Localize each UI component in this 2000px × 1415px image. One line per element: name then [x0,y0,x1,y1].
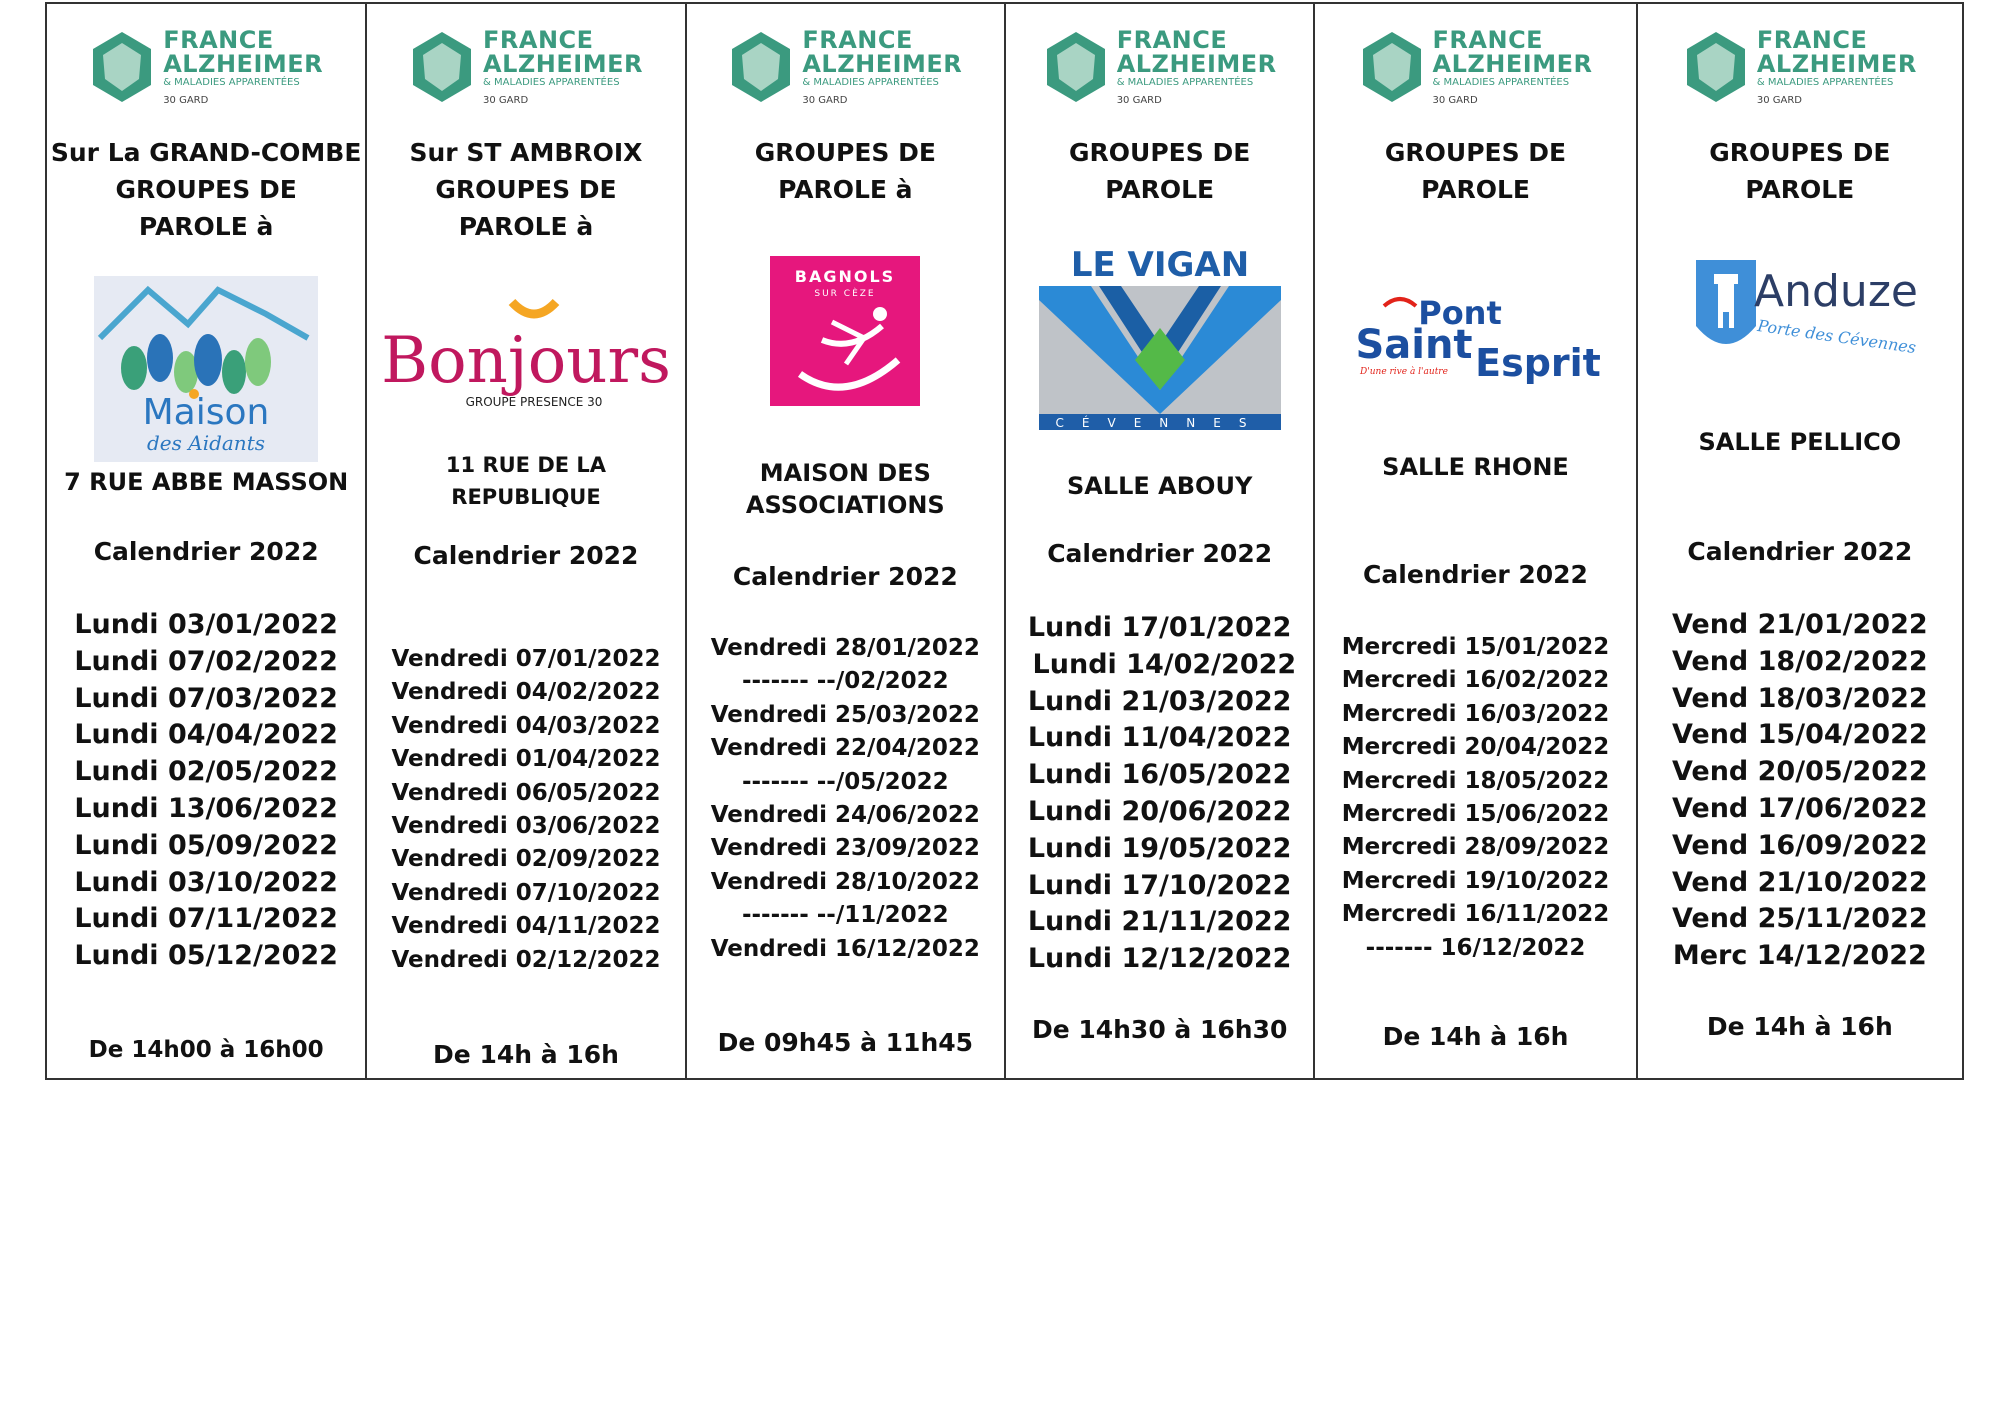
date-item: Vendredi 22/04/2022 [710,735,980,762]
org-logo-line1: FRANCE [1432,26,1544,54]
bagnols-logo-line2: SUR CÈZE [814,289,876,299]
bonjours-logo-subtitle: GROUPE PRESENCE 30 [465,395,603,409]
session-time: De 14h à 16h [433,1040,619,1069]
session-time: De 14h00 à 16h00 [88,1037,324,1063]
date-item: ------- --/05/2022 [741,768,949,795]
org-logo-line3: & MALADIES APPARENTÉES [1116,77,1254,88]
session-time: De 14h à 16h [1706,1012,1893,1041]
pse-logo-line1: Pont [1417,294,1502,332]
org-logo-line4: 30 GARD [163,95,209,106]
le-vigan-logo [1006,240,1313,430]
column-st-ambroix [367,4,686,1078]
date-item: Vendredi 28/10/2022 [710,868,980,895]
le-vigan-logo-title: LE VIGAN [1070,245,1249,285]
france-alzheimer-logo [1638,26,1962,108]
column-heading: GROUPES DE PAROLE à [754,138,936,204]
date-list [687,632,1004,966]
date-item: Vend 21/01/2022 [1671,609,1928,640]
anduze-logo [1638,256,1962,366]
date-item: Lundi 17/01/2022 [1027,612,1292,643]
venue-address: SALLE RHONE [1382,453,1569,481]
date-item: Mercredi 15/06/2022 [1341,801,1610,828]
date-item: Vendredi 25/03/2022 [710,701,980,728]
date-item: Vendredi 01/04/2022 [391,746,661,773]
calendar-label: Calendrier 2022 [413,541,639,570]
venue-address: SALLE ABOUY [1066,472,1253,500]
org-logo-line4: 30 GARD [1432,95,1478,106]
bagnols-logo-line1: BAGNOLS [795,267,896,286]
france-alzheimer-logo [367,26,684,108]
date-item: Lundi 20/06/2022 [1027,795,1292,827]
date-item: Vend 21/10/2022 [1671,866,1928,898]
column-heading: GROUPES DE PAROLE [1709,138,1891,204]
date-item: Vendredi 28/01/2022 [710,635,980,661]
anduze-logo-subtitle: Porte des Cévennes [1756,316,1918,358]
org-logo-line4: 30 GARD [802,95,848,106]
date-item: Lundi 14/02/2022 [1023,648,1297,680]
date-item: Mercredi 16/03/2022 [1341,700,1610,727]
date-item: Mercredi 16/11/2022 [1341,901,1610,928]
date-item: ------- --/11/2022 [741,902,949,929]
calendar-table [45,2,1964,1080]
org-logo-line1: FRANCE [483,26,594,54]
pse-logo-tagline: D'une rive à l'autre [1359,367,1448,377]
date-item: Mercredi 19/10/2022 [1341,867,1610,894]
org-logo-line1: FRANCE [163,26,274,54]
date-item: Lundi 16/05/2022 [1027,759,1292,791]
bagnols-logo [687,256,1004,406]
date-item: Mercredi 15/01/2022 [1341,634,1610,660]
column-heading: Sur La GRAND-COMBE GROUPES DE PAROLE à [50,138,362,241]
org-logo-line4: 30 GARD [1756,95,1803,106]
date-list [1006,610,1313,978]
maison-des-aidants-logo [47,276,365,462]
date-item: Vendredi 02/09/2022 [391,846,661,873]
date-item: Vendredi 03/06/2022 [391,813,661,840]
bonjours-logo-text: Bonjours [381,324,671,398]
column-grand-combe [47,4,367,1078]
venue-address: 7 RUE ABBE MASSON [64,468,349,496]
org-logo-line4: 30 GARD [483,95,529,106]
column-heading: GROUPES DE PAROLE [1384,138,1567,204]
france-map-icon [89,29,155,105]
calendar-label: Calendrier 2022 [1047,539,1273,568]
date-item: Vend 25/11/2022 [1671,903,1928,935]
date-item: Vendredi 23/09/2022 [710,835,980,862]
venue-address: MAISON DES ASSOCIATIONS [745,459,945,519]
date-item: Mercredi 18/05/2022 [1341,767,1610,794]
org-logo-line2: ALZHEIMER [1116,50,1277,78]
org-logo-line2: ALZHEIMER [1756,50,1917,78]
org-logo-line3: & MALADIES APPARENTÉES [1756,77,1894,88]
calendar-label: Calendrier 2022 [1687,537,1913,566]
france-map-icon [1043,29,1109,105]
org-logo-line3: & MALADIES APPARENTÉES [1432,77,1570,88]
date-item: Lundi 05/12/2022 [74,940,338,972]
venue-address: 11 RUE DE LA REPUBLIQUE [445,453,607,509]
org-logo-line2: ALZHEIMER [802,50,963,78]
date-item: Vendredi 16/12/2022 [710,935,980,962]
france-map-icon [1359,29,1425,105]
session-time: De 09h45 à 11h45 [717,1028,974,1057]
date-item: Lundi 19/05/2022 [1027,832,1292,864]
org-logo-line3: & MALADIES APPARENTÉES [483,77,620,88]
date-list [1638,607,1962,975]
date-item: Lundi 05/09/2022 [74,829,338,861]
maison-logo-line1: Maison [142,392,270,433]
session-time: De 14h à 16h [1382,1022,1569,1051]
france-map-icon [1683,29,1749,105]
date-item: Lundi 21/11/2022 [1027,906,1292,938]
date-item: Vend 17/06/2022 [1671,792,1928,824]
france-alzheimer-logo [47,26,365,108]
maison-logo-line2: des Aidants [147,431,266,455]
date-item: Mercredi 28/09/2022 [1341,834,1610,861]
date-item: Lundi 07/03/2022 [74,682,338,714]
date-item: ------- 16/12/2022 [1365,934,1586,961]
france-map-icon [409,29,475,105]
org-logo-line2: ALZHEIMER [163,50,324,78]
date-item: Lundi 02/05/2022 [74,756,338,788]
anduze-logo-title: Anduze [1753,266,1918,317]
org-logo-line2: ALZHEIMER [483,50,643,78]
date-item: Vendredi 04/03/2022 [391,712,661,739]
date-item: Vend 18/02/2022 [1671,645,1928,677]
session-time: De 14h30 à 16h30 [1031,1015,1288,1044]
date-item: Lundi 07/02/2022 [74,645,338,677]
date-item: Mercredi 16/02/2022 [1341,667,1610,694]
column-heading: GROUPES DE PAROLE [1069,138,1251,204]
date-item: Vendredi 04/02/2022 [391,679,661,706]
date-item: Lundi 03/01/2022 [74,609,338,640]
date-item: Vendredi 24/06/2022 [710,802,980,829]
date-item: Vendredi 06/05/2022 [391,779,661,806]
date-list [367,643,684,977]
date-item: Lundi 04/04/2022 [74,719,338,751]
france-map-icon [728,29,794,105]
column-le-vigan [1006,4,1315,1078]
org-logo-line2: ALZHEIMER [1432,50,1593,78]
date-list [47,607,365,975]
org-logo-line4: 30 GARD [1116,95,1162,106]
pont-saint-esprit-logo [1315,292,1635,392]
venue-address: SALLE PELLICO [1698,428,1902,456]
date-item: Mercredi 20/04/2022 [1341,734,1610,761]
le-vigan-logo-subtitle: CÉVENNES [1055,416,1265,430]
date-item: Vendredi 07/01/2022 [391,646,661,672]
date-item: Lundi 21/03/2022 [1027,685,1292,717]
org-logo-line3: & MALADIES APPARENTÉES [802,77,939,88]
column-heading: Sur ST AMBROIX GROUPES DE PAROLE à [409,138,643,241]
column-pont-saint-esprit [1315,4,1637,1078]
org-logo-line1: FRANCE [802,26,913,54]
org-logo-line3: & MALADIES APPARENTÉES [163,77,300,88]
france-alzheimer-logo [1315,26,1635,108]
date-list [1315,631,1635,965]
france-alzheimer-logo [687,26,1004,108]
date-item: Merc 14/12/2022 [1672,940,1927,972]
calendar-label: Calendrier 2022 [93,537,319,566]
date-item: Lundi 11/04/2022 [1027,722,1292,754]
date-item: Vend 18/03/2022 [1671,682,1928,714]
date-item: Vend 15/04/2022 [1671,719,1928,751]
bonjours-logo [367,292,684,432]
pse-logo-line2: Saint [1354,322,1473,368]
column-anduze [1638,4,1962,1078]
date-item: Lundi 13/06/2022 [74,792,338,824]
date-item: Vendredi 02/12/2022 [391,946,661,973]
date-item: Vend 16/09/2022 [1671,829,1928,861]
org-logo-line1: FRANCE [1756,26,1868,54]
date-item: Lundi 07/11/2022 [74,903,338,935]
date-item: Lundi 03/10/2022 [74,866,338,898]
france-alzheimer-logo [1006,26,1313,108]
pse-logo-line3: Esprit [1474,341,1601,385]
calendar-label: Calendrier 2022 [732,562,958,591]
date-item: Lundi 12/12/2022 [1027,943,1292,975]
date-item: ------- --/02/2022 [741,668,949,695]
column-bagnols [687,4,1006,1078]
calendar-label: Calendrier 2022 [1363,560,1588,589]
org-logo-line1: FRANCE [1116,26,1228,54]
date-item: Vendredi 07/10/2022 [391,879,661,906]
date-item: Lundi 17/10/2022 [1027,869,1292,901]
date-item: Vendredi 04/11/2022 [391,913,661,940]
date-item: Vend 20/05/2022 [1671,756,1928,788]
